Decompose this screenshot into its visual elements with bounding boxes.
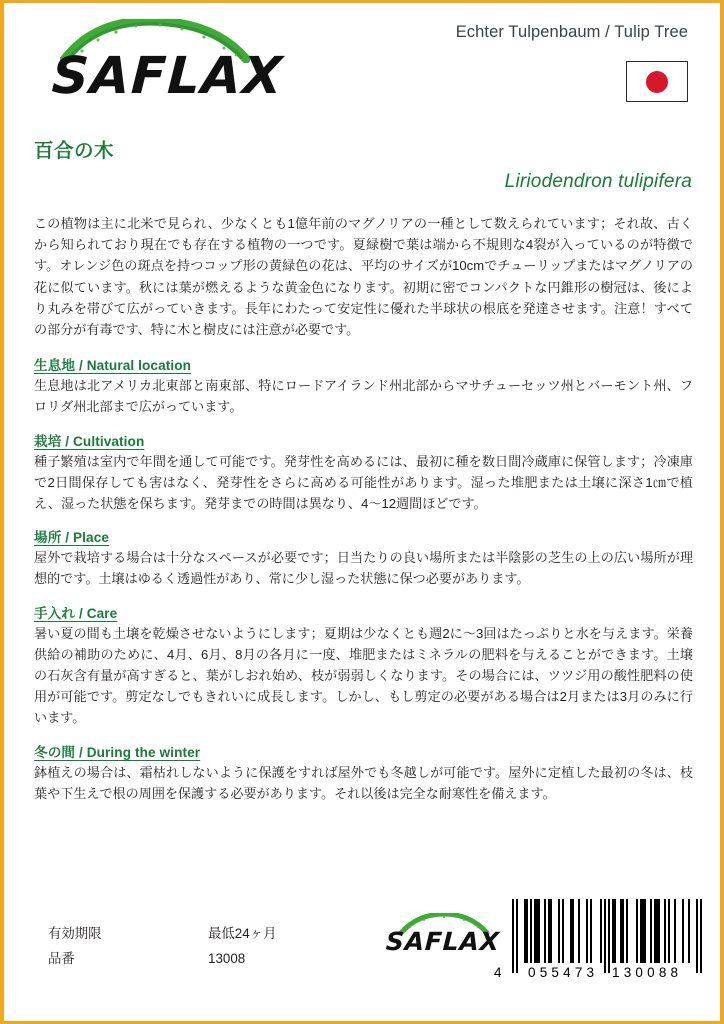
intro-paragraph: この植物は主に北米で見られ、少なくとも1億年前のマグノリアの一種として数えられています；それ故、古くから知られており現在でも存在する植物の一つです。夏緑樹で葉は端から不規則な4裂が入っているのが特徴です。オレンジ色の斑点を持つコップ形の黄緑色の花は、平均のサイズが10cmでチューリップまたはマグノリアの花に似ています。秋には葉が燃えるような黄金色になります。初期に密でコンパクトな円錐形の樹冠は、後により丸みを帯びて広がっていきます。長年にわたって安定性に優れた半球状の根底を発達させます。注意！すべての部分が有毒です、特に木と樹皮には注意が必要です。	[34, 216, 693, 338]
plant-name-latin: Liriodendron tulipifera	[504, 171, 692, 192]
section-during-the-winter	[34, 741, 693, 804]
item-number-row	[48, 946, 276, 971]
section-body: 鉢植えの場合は、霜枯れしないように保護をすれば屋外でも冬越しが可能です。屋外に定植した最初の冬は、枝葉や下生えで根の周囲を保護する必要があります。それ以後は完全な耐寒性を備えます。	[34, 764, 693, 801]
japan-flag-icon	[626, 61, 688, 102]
item-number-value: 13008	[208, 951, 246, 966]
section-body: 生息地は北アメリカ北東部と南東部、特にロードアイランド州北部からマサチューセッツ州とバーモント州、フロリダ州北部まで広がっています。	[34, 378, 693, 415]
expiry-value: 最低24ヶ月	[208, 926, 277, 941]
barcode-bars	[512, 899, 702, 973]
barcode-right-group: 130088	[612, 965, 683, 980]
item-number-label: 品番	[48, 951, 75, 966]
barcode-left-group: 055473	[528, 965, 599, 980]
section-body: 暑い夏の間も土壌を乾燥させないようにします；夏期は少なくとも週2に～3回はたっぷりと水を与えます。栄養供給の補助のために、4月、6月、8月の各月に一度、堆肥またはミネラルの肥料を与えることができます。土壌の石灰含有量が高すぎると、葉がしおれ始め、枝が弱弱しくなります。その場合には、ツツジ用の酸性肥料の使用が可能です。剪定なしでもきれいに成長します。しかし、もし剪定の必要がある場合は2月または3月のみに行います。	[34, 625, 693, 726]
section-body: 種子繁殖は室内で年間を通して可能です。発芽性を高めるには、最初に種を数日間冷蔵庫に保管します；冷凍庫で2日間保存しても害はなく、発芽性をさらに高める可能性があります。湿った堆肥または土壌に深さ1㎝で植え、湿った状態を保ちます。発芽までの時間は異なり、4～12週間ほどです。	[34, 453, 693, 512]
barcode-lead-digit: 4	[494, 965, 503, 980]
section-heading: 冬の間 / During the winter	[34, 744, 201, 760]
section-place	[34, 526, 693, 589]
section-heading: 生息地 / Natural location	[34, 358, 192, 374]
plant-name-japanese: 百合の木	[34, 140, 115, 162]
brand-wordmark: SAFLAX	[50, 47, 285, 106]
footer-brand-logo	[386, 913, 504, 975]
header-right	[456, 17, 696, 102]
section-care	[34, 602, 693, 729]
section-heading: 場所 / Place	[34, 530, 110, 546]
section-body: 屋外で栽培する場合は十分なスペースが必要です；日当たりの良い場所または半陰影の芝生の上の広い場所が理想的です。土壌はゆるく透過性があり、常に少し湿った状態に保つ必要があります。	[34, 550, 693, 587]
brand-logo	[52, 17, 312, 127]
title-row	[4, 135, 720, 213]
section-natural-location	[34, 354, 693, 417]
common-name: Echter Tulpenbaum / Tulip Tree	[455, 23, 688, 41]
product-meta	[48, 921, 276, 971]
footer-brand-wordmark: SAFLAX	[385, 927, 501, 956]
barcode	[494, 899, 706, 999]
content	[4, 213, 720, 804]
expiry-row	[48, 921, 276, 946]
header	[4, 3, 720, 135]
footer	[4, 895, 720, 1015]
flag-sun	[646, 71, 668, 93]
expiry-label: 有効期限	[48, 926, 102, 941]
section-cultivation	[34, 430, 693, 515]
section-heading: 栽培 / Cultivation	[34, 433, 145, 449]
section-heading: 手入れ / Care	[34, 605, 118, 621]
